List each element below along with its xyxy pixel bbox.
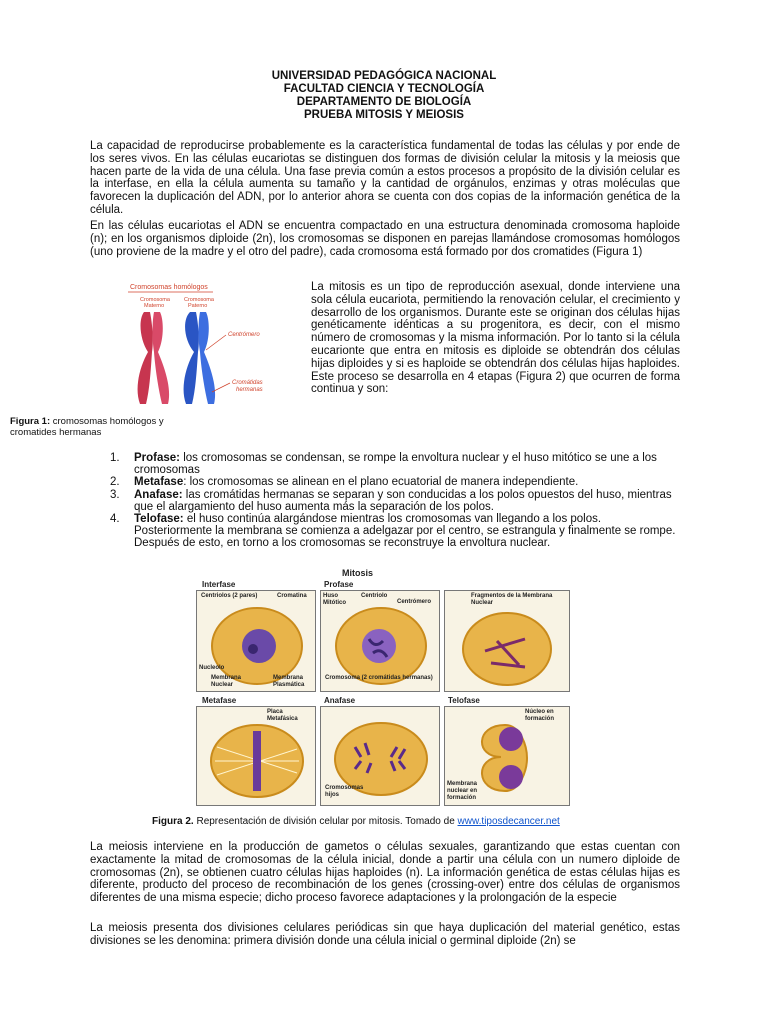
fig1-paterno-label-2: Paterno <box>188 303 208 309</box>
maternal-chromatid-left <box>138 312 153 404</box>
figure1-caption-label: Figura 1: <box>10 416 51 427</box>
fig1-materno-label: Cromosoma <box>140 297 170 303</box>
annot-fragmentos: Fragmentos de la Membrana Nuclear <box>471 593 553 606</box>
fig1-hermanas-label: hermanas <box>236 387 263 393</box>
stage-item <box>110 476 680 488</box>
panel-label-telofase: Telofase <box>448 696 480 705</box>
fig1-centromero-pointer <box>206 335 226 350</box>
header-university: UNIVERSIDAD PEDAGÓGICA NACIONAL <box>271 70 497 82</box>
annot-huso-mitotico: Huso Mitótico <box>323 593 346 606</box>
maternal-chromatid-right <box>153 312 170 404</box>
annot-membrana-nuclear: Membrana Nuclear <box>211 675 242 688</box>
header-test-title: PRUEBA MITOSIS Y MEIOSIS <box>304 109 464 121</box>
stage-item <box>110 489 680 513</box>
figure2-caption-label: Figura 2. <box>152 816 194 827</box>
annot-membrana-formacion: Membrana nuclear en formación <box>447 781 478 801</box>
fig1-paterno-label: Cromosoma <box>184 297 214 303</box>
mitosis-intro-paragraph: La mitosis es un tipo de reproducción asexual, donde interviene una sola célula eucariota, permitiendo la renovación celular, el crecimiento y desarrollo de los organismos. Durante este se originan dos células hijas genéticamente idénticas a su progenitora, es decir, con el mismo número de cromosomas y la misma información. Por lo tanto si la célula eucarionte que entra en mitosis es diploide se obtendrán dos células hijas diploides y si es haploide se obtendrán dos células hijas haploides. Este proceso se desarrolla en 4 etapas (Figura 2) que ocurren de forma continua y son: <box>311 281 680 396</box>
stage-number: 1. <box>110 452 120 464</box>
figure1-caption-text: cromosomas homólogos y cromatides hermanas <box>10 416 164 438</box>
stage-text: el huso continúa alargándose mientras los cromosomas van llegando a los polos. Posteriormente la membrana se comienza a adelgazar por el centro, se estrangula y finalmente se rompe. Después de esto, en torno a los cromosomas se reconstruye la envoltura nuclear. <box>134 513 676 550</box>
figure2-caption <box>152 816 560 827</box>
paternal-chromatid-right <box>199 312 216 404</box>
annot-cromosomas-hijos: Cromosomas hijos <box>325 785 364 798</box>
figure2-caption-text: Representación de división celular por mitosis. Tomado de <box>193 816 458 827</box>
annot-membrana-plasmatica: Membrana Plasmática <box>273 675 305 688</box>
figure1-chromosomes <box>118 280 288 410</box>
annot-centriolo: Centriolo <box>361 593 388 599</box>
document-header <box>0 70 768 122</box>
stage-text: los cromosomas se condensan, se rompe la envoltura nuclear y el huso mitótico se une a los cromosomas <box>134 452 657 477</box>
stage-item <box>110 452 680 476</box>
stage-item <box>110 513 680 550</box>
stage-name: Anafase: <box>134 488 183 501</box>
fig1-centromero-label: Centrómero <box>228 332 260 338</box>
stage-name: Metafase <box>134 476 184 489</box>
fig1-cromatidas-pointer <box>212 383 230 392</box>
header-faculty: FACULTAD CIENCIA Y TECNOLOGÍA <box>283 83 485 95</box>
header-department: DEPARTAMENTO DE BIOLOGÍA <box>296 96 472 108</box>
annot-centromero: Centrómero <box>397 599 432 605</box>
meiosis-paragraph-1: La meiosis interviene en la producción de gametos o células sexuales, garantizando que estas cuentan con exactamente la mitad de cromosomas de la célula inicial, donde a partir una célula con un numero diploide de cromosomas (2n), se obtienen cuatro células hijas haploides (n). La información genética de estas células hijas es diferente, producto del proceso de recombinación de los genes (crossing-over) entre dos células de organismos diferentes de una misma especie; dicho proceso favorece adaptaciones y la prolongación de la especie <box>90 841 680 905</box>
figure2-title: Mitosis <box>342 568 374 578</box>
adn-paragraph: En las células eucariotas el ADN se encuentra compactado en una estructura denominada cromosoma haploide (n); en los organismos diploide (2n), los cromosomas se disponen en parejas llamándose cromosomas homólogos (uno proviene de la madre y el otro del padre), cada cromosoma está formado por dos cromatides (Figura 1) <box>90 220 680 258</box>
annot-cromosoma: Cromosoma (2 cromátidas hermanas) <box>325 675 433 681</box>
figure2-source-link[interactable]: www.tiposdecancer.net <box>457 816 560 827</box>
figure1-caption <box>10 416 200 438</box>
stage-number: 4. <box>110 513 120 526</box>
stage-number: 2. <box>110 476 120 489</box>
mitosis-stages-list <box>110 452 680 550</box>
panel-interfase <box>196 590 316 692</box>
intro-paragraph: La capacidad de reproducirse probablemente es la característica fundamental de todas las células y por ende de los seres vivos. En las células eucariotas se distinguen dos formas de división celular la mitosis y la meiosis que hacen parte de la vida de una célula. Una fase previa común a estos procesos a propósito de la división celular es la interfase, en ella la célula aumenta su tamaño y la cantidad de orgánulos, enzimas y otras moléculas que favorecen la duplicación del ADN, por lo anterior ahora se cuenta con dos copias de la información genética de la célula. <box>90 140 680 216</box>
annot-centriolos: Centriolos (2 pares) <box>201 593 258 599</box>
panel-label-profase: Profase <box>324 580 354 589</box>
stage-text: las cromátidas hermanas se separan y son conducidas a los polos opuestos del huso, mientras que el alargamiento del huso aumenta más la separación de los polos. <box>134 488 672 513</box>
panel-profase <box>320 590 440 692</box>
fig1-cromatidas-label: Cromátidas <box>232 380 263 386</box>
fig1-materno-label-2: Materno <box>144 303 165 309</box>
paternal-chromatid-left <box>184 312 199 404</box>
stage-text: : los cromosomas se alinean en el plano ecuatorial de manera independiente. <box>183 476 579 489</box>
annot-cromatina: Cromatina <box>277 593 307 599</box>
annot-placa-metafasica: Placa Metafásica <box>267 709 298 722</box>
fig1-title: Cromosomas homólogos <box>130 284 208 291</box>
panel-metafase <box>196 706 316 806</box>
stage-name: Profase: <box>134 452 181 464</box>
panel-label-interfase: Interfase <box>202 580 236 589</box>
annot-nucleolo: Nucleolo <box>199 665 225 671</box>
meiosis-paragraph-2: La meiosis presenta dos divisiones celulares periódicas sin que haya duplicación del material genético, estas divisiones se les denomina: primera división donde una célula inicial o germinal diploide (2n) se <box>90 922 680 947</box>
stage-number: 3. <box>110 488 120 501</box>
stage-name: Telofase: <box>134 513 184 526</box>
panel-label-metafase: Metafase <box>202 696 237 705</box>
figure2-mitosis-diagram <box>192 568 576 808</box>
panel-telofase <box>444 706 570 806</box>
panel-anafase <box>320 706 440 806</box>
panel-label-anafase: Anafase <box>324 696 356 705</box>
panel-profase-late <box>444 590 570 692</box>
annot-nucleo-formacion: Núcleo en formación <box>525 709 555 722</box>
